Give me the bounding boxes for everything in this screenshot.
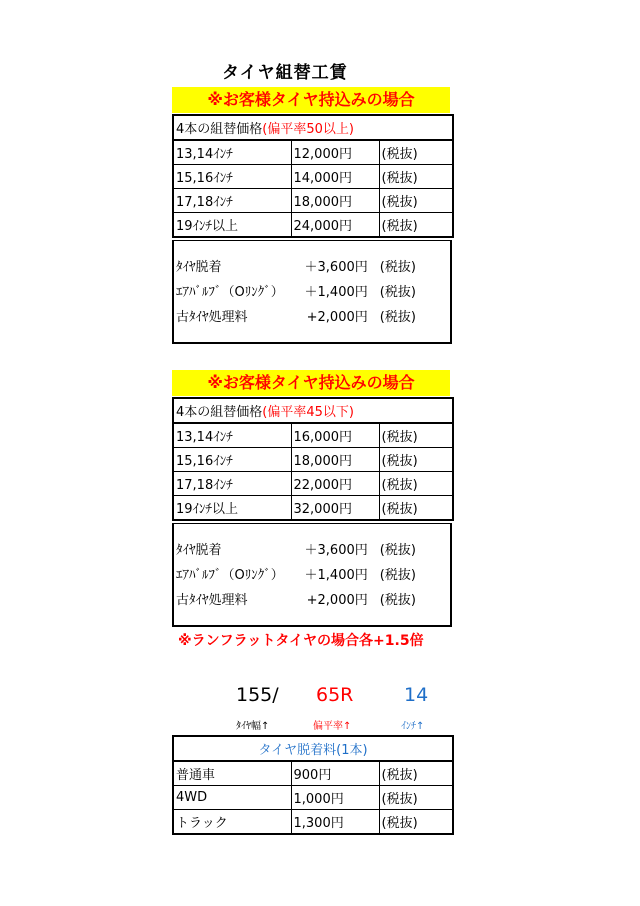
extra-label: 古ﾀｲﾔ処理料: [176, 593, 248, 608]
size-cell: 15,16ｲﾝﾁ: [173, 165, 291, 189]
size-cell: 19ｲﾝﾁ以上: [173, 496, 291, 521]
tax-cell: (税抜): [379, 472, 453, 496]
tax-cell: (税抜): [379, 165, 453, 189]
price-cell: 18,000円: [291, 448, 379, 472]
section2-price-table: [172, 397, 454, 521]
extra-tax: (税抜): [379, 568, 416, 583]
table-row: [173, 213, 453, 238]
extra-tax: (税抜): [379, 260, 416, 275]
runflat-note: ※ランフラットタイヤの場合各+1.5倍: [178, 633, 424, 649]
table-row: [173, 189, 453, 213]
extra-price: ＋3,600円: [304, 543, 368, 558]
table-row: [173, 140, 453, 165]
price-cell: 12,000円: [291, 140, 379, 165]
vehicle-type-cell: 4WD: [173, 786, 291, 810]
table-row: [173, 496, 453, 521]
size-inch: 14: [404, 684, 429, 706]
section2-extras: [172, 523, 452, 627]
size-cell: 13,14ｲﾝﾁ: [173, 140, 291, 165]
price-cell: 18,000円: [291, 189, 379, 213]
vehicle-type-cell: 普通車: [173, 761, 291, 786]
list-item: [174, 278, 450, 303]
extra-label: ﾀｲﾔ脱着: [176, 543, 222, 558]
section2-header-note: (偏平率45以下): [262, 405, 354, 420]
price-cell: 14,000円: [291, 165, 379, 189]
tax-cell: (税抜): [379, 189, 453, 213]
tax-cell: (税抜): [379, 423, 453, 448]
extra-tax: (税抜): [379, 593, 416, 608]
section2-banner: ※お客様タイヤ持込みの場合: [172, 370, 450, 396]
size-inch-label: ｲﾝﾁ↑: [401, 721, 425, 732]
price-cell: 1,000円: [291, 786, 379, 810]
tax-cell: (税抜): [379, 496, 453, 521]
tax-cell: (税抜): [379, 140, 453, 165]
table-row: [173, 472, 453, 496]
list-item: [174, 253, 450, 278]
table-row: [173, 786, 453, 810]
table-row: [173, 423, 453, 448]
list-item: [174, 561, 450, 586]
size-width-label: ﾀｲﾔ幅↑: [236, 721, 270, 732]
extra-price: ＋1,400円: [304, 568, 368, 583]
tax-cell: (税抜): [379, 786, 453, 810]
page-title: タイヤ組替工賃: [222, 63, 348, 83]
table-row: [173, 448, 453, 472]
price-cell: 24,000円: [291, 213, 379, 238]
size-ratio-label: 偏平率↑: [313, 721, 352, 732]
extra-tax: (税抜): [379, 285, 416, 300]
price-cell: 16,000円: [291, 423, 379, 448]
price-cell: 900円: [291, 761, 379, 786]
list-item: [174, 303, 450, 328]
section1-price-table: [172, 114, 454, 238]
tax-cell: (税抜): [379, 213, 453, 238]
tax-cell: (税抜): [379, 810, 453, 835]
section3-header-row: [173, 736, 453, 761]
size-cell: 13,14ｲﾝﾁ: [173, 423, 291, 448]
extra-tax: (税抜): [379, 310, 416, 325]
section1-header-main: 4本の組替価格: [176, 122, 263, 137]
extra-label: ﾀｲﾔ脱着: [176, 260, 222, 275]
extra-price: +2,000円: [306, 310, 368, 325]
size-cell: 19ｲﾝﾁ以上: [173, 213, 291, 238]
price-cell: 1,300円: [291, 810, 379, 835]
extra-price: ＋1,400円: [304, 285, 368, 300]
section1-header-note: (偏平率50以上): [262, 122, 354, 137]
size-cell: 15,16ｲﾝﾁ: [173, 448, 291, 472]
section1-header-row: [173, 115, 453, 140]
list-item: [174, 586, 450, 611]
table-row: [173, 165, 453, 189]
section3-header: タイヤ脱着料(1本): [173, 736, 453, 761]
table-row: [173, 810, 453, 835]
list-item: [174, 536, 450, 561]
extra-label: ｴｱﾊﾞﾙﾌﾞ（Oﾘﾝｸﾞ）: [176, 568, 284, 583]
extra-label: ｴｱﾊﾞﾙﾌﾞ（Oﾘﾝｸﾞ）: [176, 285, 284, 300]
section2-header-main: 4本の組替価格: [176, 405, 263, 420]
table-row: [173, 761, 453, 786]
tax-cell: (税抜): [379, 448, 453, 472]
section1-banner: ※お客様タイヤ持込みの場合: [172, 87, 450, 113]
extra-label: 古ﾀｲﾔ処理料: [176, 310, 248, 325]
size-cell: 17,18ｲﾝﾁ: [173, 189, 291, 213]
vehicle-type-cell: トラック: [173, 810, 291, 835]
extra-price: +2,000円: [306, 593, 368, 608]
size-ratio: 65R: [316, 684, 354, 706]
extra-price: ＋3,600円: [304, 260, 368, 275]
price-cell: 32,000円: [291, 496, 379, 521]
section3-price-table: [172, 735, 454, 835]
tax-cell: (税抜): [379, 761, 453, 786]
section1-extras: [172, 240, 452, 344]
price-cell: 22,000円: [291, 472, 379, 496]
extra-tax: (税抜): [379, 543, 416, 558]
size-width: 155/: [236, 684, 279, 706]
section2-header-row: [173, 398, 453, 423]
size-cell: 17,18ｲﾝﾁ: [173, 472, 291, 496]
